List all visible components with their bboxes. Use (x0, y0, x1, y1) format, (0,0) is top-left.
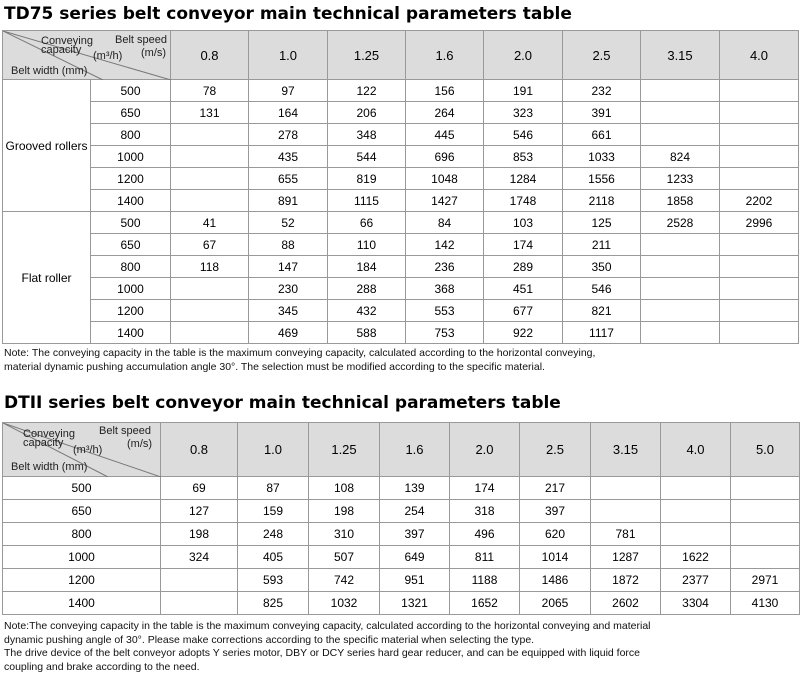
capacity-cell: 174 (484, 234, 563, 256)
capacity-cell: 368 (406, 278, 484, 300)
table-row (3, 278, 799, 300)
table2-note (4, 620, 651, 674)
capacity-cell (171, 322, 249, 344)
speed-header: 1.6 (380, 423, 450, 477)
table-row (3, 102, 799, 124)
capacity-cell: 345 (249, 300, 328, 322)
capacity-cell (720, 146, 799, 168)
capacity-cell: 122 (328, 80, 406, 102)
td75-parameters-table (2, 30, 799, 344)
table-row (3, 500, 800, 523)
capacity-cell (171, 146, 249, 168)
capacity-cell: 824 (641, 146, 720, 168)
speed-header: 2.5 (563, 31, 641, 80)
capacity-cell: 2377 (661, 569, 731, 592)
capacity-cell (591, 500, 661, 523)
capacity-cell: 211 (563, 234, 641, 256)
speed-header: 1.25 (328, 31, 406, 80)
capacity-cell (641, 278, 720, 300)
capacity-cell: 1032 (309, 592, 380, 615)
table-row (3, 190, 799, 212)
capacity-unit: (m³/h) (73, 444, 103, 456)
capacity-cell: 655 (249, 168, 328, 190)
capacity-cell: 69 (161, 477, 238, 500)
capacity-cell (720, 322, 799, 344)
note-line: dynamic pushing angle of 30°. Please make corrections according to the specific material when selecting the type. (4, 633, 535, 646)
capacity-cell: 819 (328, 168, 406, 190)
capacity-label-2: capacity (23, 437, 64, 449)
capacity-cell: 742 (309, 569, 380, 592)
speed-label: Belt speed (115, 34, 167, 46)
capacity-cell: 41 (171, 212, 249, 234)
width-label: Belt width (mm) (11, 461, 88, 473)
table-row (3, 477, 800, 500)
capacity-cell (641, 322, 720, 344)
capacity-cell: 825 (238, 592, 309, 615)
capacity-cell: 217 (520, 477, 591, 500)
capacity-cell: 87 (238, 477, 309, 500)
capacity-cell: 1033 (563, 146, 641, 168)
note-line: material dynamic pushing accumulation angle 30°. The selection must be modified according to the specific material. (4, 360, 545, 373)
capacity-cell (731, 546, 800, 569)
capacity-cell: 2996 (720, 212, 799, 234)
capacity-cell: 696 (406, 146, 484, 168)
capacity-cell (720, 278, 799, 300)
table-row (3, 212, 799, 234)
capacity-cell: 3304 (661, 592, 731, 615)
capacity-cell: 67 (171, 234, 249, 256)
capacity-cell (171, 278, 249, 300)
capacity-cell: 507 (309, 546, 380, 569)
capacity-cell (171, 124, 249, 146)
capacity-cell: 318 (450, 500, 520, 523)
capacity-cell: 553 (406, 300, 484, 322)
capacity-cell: 405 (238, 546, 309, 569)
capacity-cell: 2202 (720, 190, 799, 212)
table1-title: TD75 series belt conveyor main technical parameters table (4, 4, 572, 24)
capacity-cell: 432 (328, 300, 406, 322)
capacity-cell: 469 (249, 322, 328, 344)
capacity-cell: 118 (171, 256, 249, 278)
belt-width-cell: 500 (91, 80, 171, 102)
capacity-cell: 451 (484, 278, 563, 300)
capacity-cell: 288 (328, 278, 406, 300)
belt-width-cell: 1400 (91, 322, 171, 344)
capacity-cell: 1486 (520, 569, 591, 592)
table-row (3, 592, 800, 615)
capacity-cell: 147 (249, 256, 328, 278)
capacity-cell: 1652 (450, 592, 520, 615)
capacity-cell: 108 (309, 477, 380, 500)
capacity-cell: 1858 (641, 190, 720, 212)
capacity-cell: 1287 (591, 546, 661, 569)
capacity-cell: 139 (380, 477, 450, 500)
belt-width-cell: 650 (91, 234, 171, 256)
capacity-cell: 2118 (563, 190, 641, 212)
capacity-cell: 159 (238, 500, 309, 523)
table-row (3, 546, 800, 569)
belt-width-cell: 650 (3, 500, 161, 523)
belt-width-cell: 1000 (91, 278, 171, 300)
table-row (3, 569, 800, 592)
capacity-cell: 350 (563, 256, 641, 278)
capacity-cell: 127 (161, 500, 238, 523)
capacity-cell: 620 (520, 523, 591, 546)
table1-corner-header (3, 31, 171, 80)
capacity-cell (161, 592, 238, 615)
capacity-cell: 546 (484, 124, 563, 146)
speed-header: 3.15 (641, 31, 720, 80)
capacity-cell: 891 (249, 190, 328, 212)
capacity-cell: 1622 (661, 546, 731, 569)
capacity-cell (171, 168, 249, 190)
capacity-cell (720, 102, 799, 124)
capacity-cell: 230 (249, 278, 328, 300)
capacity-cell: 103 (484, 212, 563, 234)
capacity-cell (641, 80, 720, 102)
capacity-cell: 110 (328, 234, 406, 256)
capacity-cell (641, 234, 720, 256)
table-row (3, 300, 799, 322)
belt-width-cell: 1400 (91, 190, 171, 212)
table2-title: DTII series belt conveyor main technical parameters table (4, 393, 561, 413)
capacity-cell (731, 500, 800, 523)
table-row (3, 523, 800, 546)
capacity-cell: 2528 (641, 212, 720, 234)
capacity-cell: 593 (238, 569, 309, 592)
capacity-cell: 278 (249, 124, 328, 146)
speed-header: 3.15 (591, 423, 661, 477)
capacity-cell: 1748 (484, 190, 563, 212)
speed-header: 0.8 (161, 423, 238, 477)
table1-note (4, 347, 595, 374)
note-line: The drive device of the belt conveyor adopts Y series motor, DBY or DCY series hard gear reducer, and can be equipped with liquid force (4, 647, 641, 659)
capacity-label-2: capacity (41, 44, 82, 56)
note-line: Note: The conveying capacity in the table is the maximum conveying capacity, calculated according to the horizontal conveying, (4, 347, 596, 359)
capacity-cell: 397 (380, 523, 450, 546)
speed-header: 1.25 (309, 423, 380, 477)
capacity-cell (641, 124, 720, 146)
belt-width-cell: 1200 (3, 569, 161, 592)
capacity-cell: 198 (309, 500, 380, 523)
speed-header: 2.5 (520, 423, 591, 477)
capacity-cell (661, 477, 731, 500)
capacity-cell: 546 (563, 278, 641, 300)
capacity-cell: 951 (380, 569, 450, 592)
table-row (3, 80, 799, 102)
capacity-cell (720, 234, 799, 256)
belt-width-cell: 1400 (3, 592, 161, 615)
belt-width-cell: 800 (91, 124, 171, 146)
speed-unit: (m/s) (127, 438, 153, 450)
capacity-cell: 254 (380, 500, 450, 523)
capacity-cell (720, 80, 799, 102)
belt-width-cell: 800 (3, 523, 161, 546)
capacity-cell: 853 (484, 146, 563, 168)
belt-width-cell: 500 (3, 477, 161, 500)
capacity-cell: 397 (520, 500, 591, 523)
capacity-cell (720, 124, 799, 146)
width-label: Belt width (mm) (11, 65, 88, 77)
speed-unit: (m/s) (141, 47, 167, 59)
table-row (3, 256, 799, 278)
note-line: coupling and brake according to the need. (4, 660, 200, 673)
speed-header: 4.0 (661, 423, 731, 477)
table-row (3, 322, 799, 344)
capacity-cell: 125 (563, 212, 641, 234)
note-line: Note:The conveying capacity in the table is the maximum conveying capacity, calculated according to the horizontal conveying and material (4, 620, 651, 632)
capacity-cell: 156 (406, 80, 484, 102)
capacity-cell: 922 (484, 322, 563, 344)
capacity-cell: 310 (309, 523, 380, 546)
capacity-cell: 78 (171, 80, 249, 102)
capacity-cell: 1233 (641, 168, 720, 190)
speed-header: 0.8 (171, 31, 249, 80)
roller-type-cell: Grooved rollers (3, 80, 91, 212)
belt-width-cell: 800 (91, 256, 171, 278)
capacity-cell: 174 (450, 477, 520, 500)
capacity-cell: 1284 (484, 168, 563, 190)
table-row (3, 124, 799, 146)
capacity-unit: (m³/h) (93, 50, 123, 62)
capacity-cell: 191 (484, 80, 563, 102)
capacity-cell: 198 (161, 523, 238, 546)
capacity-cell (171, 300, 249, 322)
capacity-cell: 649 (380, 546, 450, 569)
capacity-cell: 324 (161, 546, 238, 569)
capacity-cell: 435 (249, 146, 328, 168)
capacity-cell (661, 500, 731, 523)
capacity-cell: 2602 (591, 592, 661, 615)
capacity-cell (161, 569, 238, 592)
capacity-cell: 661 (563, 124, 641, 146)
capacity-cell (641, 256, 720, 278)
capacity-cell: 2065 (520, 592, 591, 615)
speed-header: 1.0 (249, 31, 328, 80)
capacity-cell: 289 (484, 256, 563, 278)
capacity-cell: 391 (563, 102, 641, 124)
capacity-cell: 821 (563, 300, 641, 322)
capacity-label: Conveying (23, 428, 75, 440)
capacity-cell: 496 (450, 523, 520, 546)
capacity-cell: 236 (406, 256, 484, 278)
capacity-cell: 164 (249, 102, 328, 124)
capacity-cell: 1048 (406, 168, 484, 190)
capacity-cell (720, 256, 799, 278)
capacity-cell (720, 168, 799, 190)
capacity-cell: 206 (328, 102, 406, 124)
capacity-cell: 445 (406, 124, 484, 146)
capacity-cell: 4130 (731, 592, 800, 615)
capacity-cell: 232 (563, 80, 641, 102)
capacity-cell: 323 (484, 102, 563, 124)
capacity-label: Conveying (41, 35, 93, 47)
capacity-cell (641, 102, 720, 124)
speed-header: 2.0 (484, 31, 563, 80)
capacity-cell (171, 190, 249, 212)
capacity-cell: 184 (328, 256, 406, 278)
capacity-cell: 66 (328, 212, 406, 234)
capacity-cell: 1556 (563, 168, 641, 190)
capacity-cell: 52 (249, 212, 328, 234)
capacity-cell (641, 300, 720, 322)
capacity-cell: 781 (591, 523, 661, 546)
capacity-cell: 1321 (380, 592, 450, 615)
table2-corner-header (3, 423, 161, 477)
capacity-cell: 811 (450, 546, 520, 569)
capacity-cell (591, 477, 661, 500)
speed-header: 2.0 (450, 423, 520, 477)
capacity-cell: 131 (171, 102, 249, 124)
capacity-cell: 97 (249, 80, 328, 102)
belt-width-cell: 1000 (3, 546, 161, 569)
capacity-cell: 753 (406, 322, 484, 344)
capacity-cell: 1872 (591, 569, 661, 592)
speed-header: 1.0 (238, 423, 309, 477)
table-row (3, 234, 799, 256)
belt-width-cell: 1200 (91, 168, 171, 190)
capacity-cell: 544 (328, 146, 406, 168)
capacity-cell (731, 477, 800, 500)
capacity-cell: 1188 (450, 569, 520, 592)
capacity-cell (731, 523, 800, 546)
capacity-cell: 1014 (520, 546, 591, 569)
capacity-cell: 348 (328, 124, 406, 146)
belt-width-cell: 1200 (91, 300, 171, 322)
belt-width-cell: 500 (91, 212, 171, 234)
capacity-cell: 142 (406, 234, 484, 256)
roller-type-cell: Flat roller (3, 212, 91, 344)
table-row (3, 168, 799, 190)
capacity-cell: 1427 (406, 190, 484, 212)
belt-width-cell: 650 (91, 102, 171, 124)
speed-label: Belt speed (99, 425, 151, 437)
capacity-cell: 1115 (328, 190, 406, 212)
capacity-cell: 264 (406, 102, 484, 124)
speed-header: 1.6 (406, 31, 484, 80)
capacity-cell: 2971 (731, 569, 800, 592)
speed-header: 5.0 (731, 423, 800, 477)
capacity-cell (720, 300, 799, 322)
dtii-parameters-table (2, 422, 800, 615)
table-row (3, 146, 799, 168)
capacity-cell: 84 (406, 212, 484, 234)
belt-width-cell: 1000 (91, 146, 171, 168)
capacity-cell: 1117 (563, 322, 641, 344)
capacity-cell: 677 (484, 300, 563, 322)
speed-header: 4.0 (720, 31, 799, 80)
capacity-cell: 588 (328, 322, 406, 344)
capacity-cell: 88 (249, 234, 328, 256)
capacity-cell: 248 (238, 523, 309, 546)
capacity-cell (661, 523, 731, 546)
